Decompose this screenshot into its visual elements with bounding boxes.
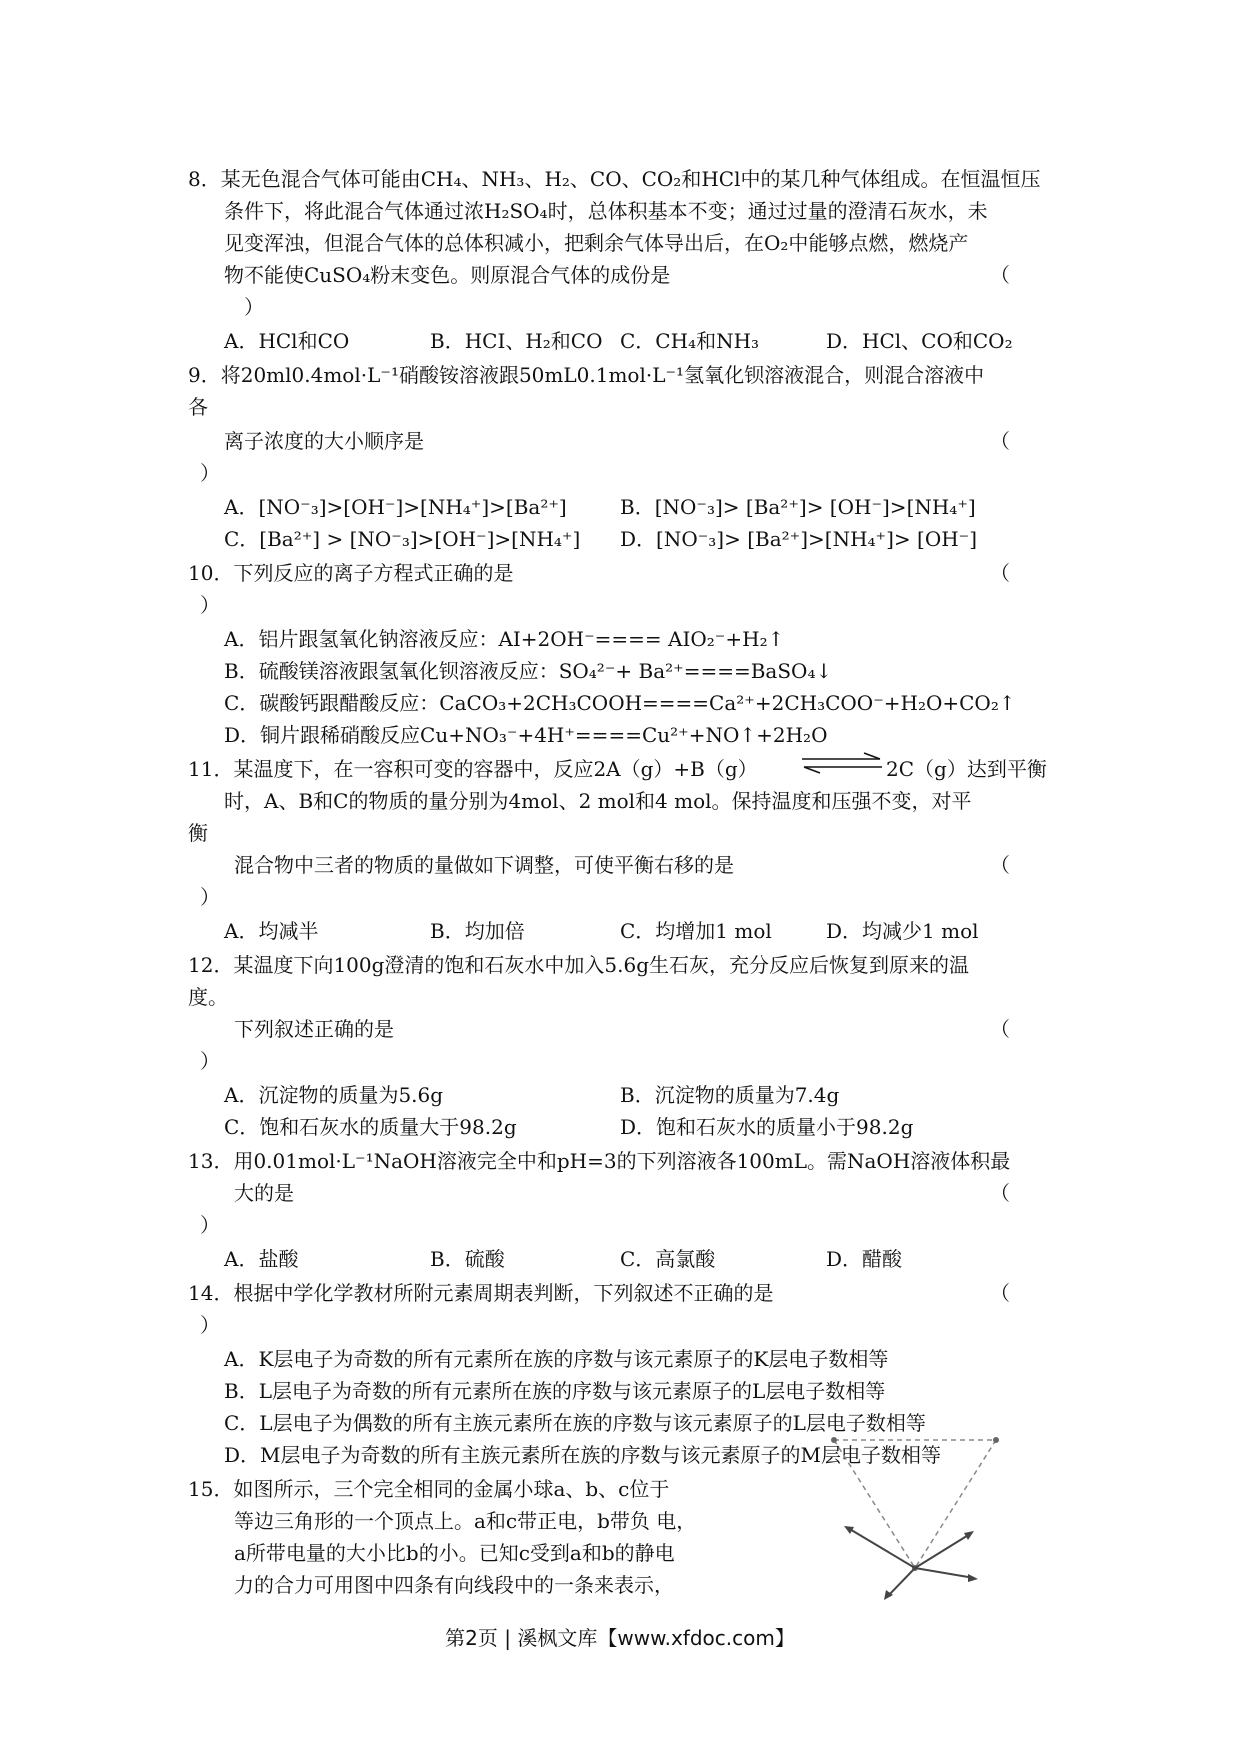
q8-line-1: 8．某无色混合气体可能由CH₄、NH₃、H₂、CO、CO₂和HCl中的某几种气体组成。在恒温恒压 [188,167,1041,191]
q10-option-d: D．铜片跟稀硝酸反应Cu+NO₃⁻+4H⁺====Cu²⁺+NO↑+2H₂O [224,723,828,747]
q8-line-2: 条件下，将此混合气体通过浓H₂SO₄时，总体积基本不变；通过过量的澄清石灰水，未 [224,199,988,223]
q11-answer-paren-open: （ [990,853,1010,877]
q10-option-b: B．硫酸镁溶液跟氢氧化钡溶液反应：SO₄²⁻+ Ba²⁺====BaSO₄↓ [224,659,833,683]
q14-answer-paren-open: （ [990,1281,1010,1305]
q9-answer-paren-close: ） [200,461,220,485]
q12-option-b: B．沉淀物的质量为7.4g [620,1083,840,1107]
q13-option-c: C．高氯酸 [620,1247,716,1271]
q8-line-4: 物不能使CuSO₄粉末变色。则原混合气体的成份是 [224,263,671,287]
q9-answer-paren-open: （ [990,429,1010,453]
q11-answer-paren-close: ） [200,885,220,909]
q11-line-1-end: 2C（g）达到平衡 [886,757,1047,781]
q12-line-3: 下列叙述正确的是 [234,1017,394,1041]
q12-line-1: 12．某温度下向100g澄清的饱和石灰水中加入5.6g生石灰，充分反应后恢复到原来的温 [188,953,970,977]
q11-line-4: 混合物中三者的物质的量做如下调整，可使平衡右移的是 [234,853,734,877]
q8-option-b: B．HCI、H₂和CO [430,329,603,353]
q8-option-c: C．CH₄和NH₃ [620,329,760,353]
q11-option-c: C．均增加1 mol [620,919,772,943]
q14-option-b: B．L层电子为奇数的所有元素所在族的序数与该元素原子的L层电子数相等 [224,1379,886,1403]
q11-option-b: B．均加倍 [430,919,525,943]
q13-option-b: B．硫酸 [430,1247,505,1271]
q9-line-1: 9．将20ml0.4mol·L⁻¹硝酸铵溶液跟50mL0.1mol·L⁻¹氢氧化钡溶液混合，则混合溶液中 [188,363,985,387]
q10-answer-paren-close: ） [200,593,220,617]
q15-line-3: a所带电量的大小比b的小。已知c受到a和b的静电 [234,1541,675,1565]
q10-option-a: A．铝片跟氢氧化钠溶液反应：AI+2OH⁻==== AIO₂⁻+H₂↑ [224,627,785,651]
q12-answer-paren-close: ） [200,1049,220,1073]
q14-option-c: C．L层电子为偶数的所有主族元素所在族的序数与该元素原子的L层电子数相等 [224,1411,926,1435]
q9-option-a: A．[NO⁻₃]>[OH⁻]>[NH₄⁺]>[Ba²⁺] [224,495,567,519]
q12-option-c: C．饱和石灰水的质量大于98.2g [224,1115,517,1139]
q11-option-a: A．均减半 [224,919,319,943]
q13-option-a: A．盐酸 [224,1247,299,1271]
q14-option-d: D．M层电子为奇数的所有主族元素所在族的序数与该元素原子的M层电子数相等 [224,1443,941,1467]
q11-line-1-start: 11．某温度下，在一容积可变的容器中，反应2A（g）+B（g） [188,757,758,781]
q8-answer-paren-open: （ [990,263,1010,287]
q8-line-3: 见变浑浊，但混合气体的总体积减小，把剩余气体导出后，在O₂中能够点燃，燃烧产 [224,231,969,255]
q11-line-2: 时，A、B和C的物质的量分别为4mol、2 mol和4 mol。保持温度和压强不变，对平 [224,789,972,813]
q14-option-a: A．K层电子为奇数的所有元素所在族的序数与该元素原子的K层电子数相等 [224,1347,889,1371]
q8-answer-paren-close: ） [244,295,264,319]
q14-answer-paren-close: ） [200,1313,220,1337]
q15-line-1: 15．如图所示，三个完全相同的金属小球a、b、c位于 [188,1477,670,1501]
q12-line-2: 度。 [188,985,228,1009]
q13-answer-paren-open: （ [990,1181,1010,1205]
q15-line-2: 等边三角形的一个顶点上。a和c带正电，b带负 电， [234,1509,697,1533]
q10-answer-paren-open: （ [990,561,1010,585]
q9-option-b: B．[NO⁻₃]> [Ba²⁺]> [OH⁻]>[NH₄⁺] [620,495,976,519]
q13-option-d: D．醋酸 [826,1247,903,1271]
q10-option-c: C．碳酸钙跟醋酸反应：CaCO₃+2CH₃COOH====Ca²⁺+2CH₃COO⁻+H₂O+CO₂↑ [224,691,1016,715]
q10-line-1: 10．下列反应的离子方程式正确的是 [188,561,514,585]
equilibrium-arrow-icon [800,752,884,774]
force-diagram-figure [820,1430,1010,1605]
q14-line-1: 14．根据中学化学教材所附元素周期表判断，下列叙述不正确的是 [188,1281,774,1305]
q8-option-d: D．HCl、CO和CO₂ [826,329,1013,353]
q12-option-d: D．饱和石灰水的质量小于98.2g [620,1115,914,1139]
q9-option-d: D．[NO⁻₃]> [Ba²⁺]>[NH₄⁺]> [OH⁻] [620,527,978,551]
q15-line-4: 力的合力可用图中四条有向线段中的一条来表示， [234,1573,674,1597]
q11-line-3: 衡 [188,821,208,845]
page-footer: 第2页 | 溪枫文库【www.xfdoc.com】 [445,1626,795,1650]
q13-line-2: 大的是 [234,1181,294,1205]
q8-option-a: A．HCl和CO [224,329,350,353]
q13-line-1: 13．用0.01mol·L⁻¹NaOH溶液完全中和pH=3的下列溶液各100mL。需NaOH溶液体积最 [188,1149,1011,1173]
q12-option-a: A．沉淀物的质量为5.6g [224,1083,444,1107]
q9-option-c: C．[Ba²⁺] > [NO⁻₃]>[OH⁻]>[NH₄⁺] [224,527,581,551]
q9-line-3: 离子浓度的大小顺序是 [224,429,424,453]
q11-option-d: D．均减少1 mol [826,919,979,943]
q13-answer-paren-close: ） [200,1213,220,1237]
q12-answer-paren-open: （ [990,1017,1010,1041]
q9-line-2: 各 [188,395,208,419]
